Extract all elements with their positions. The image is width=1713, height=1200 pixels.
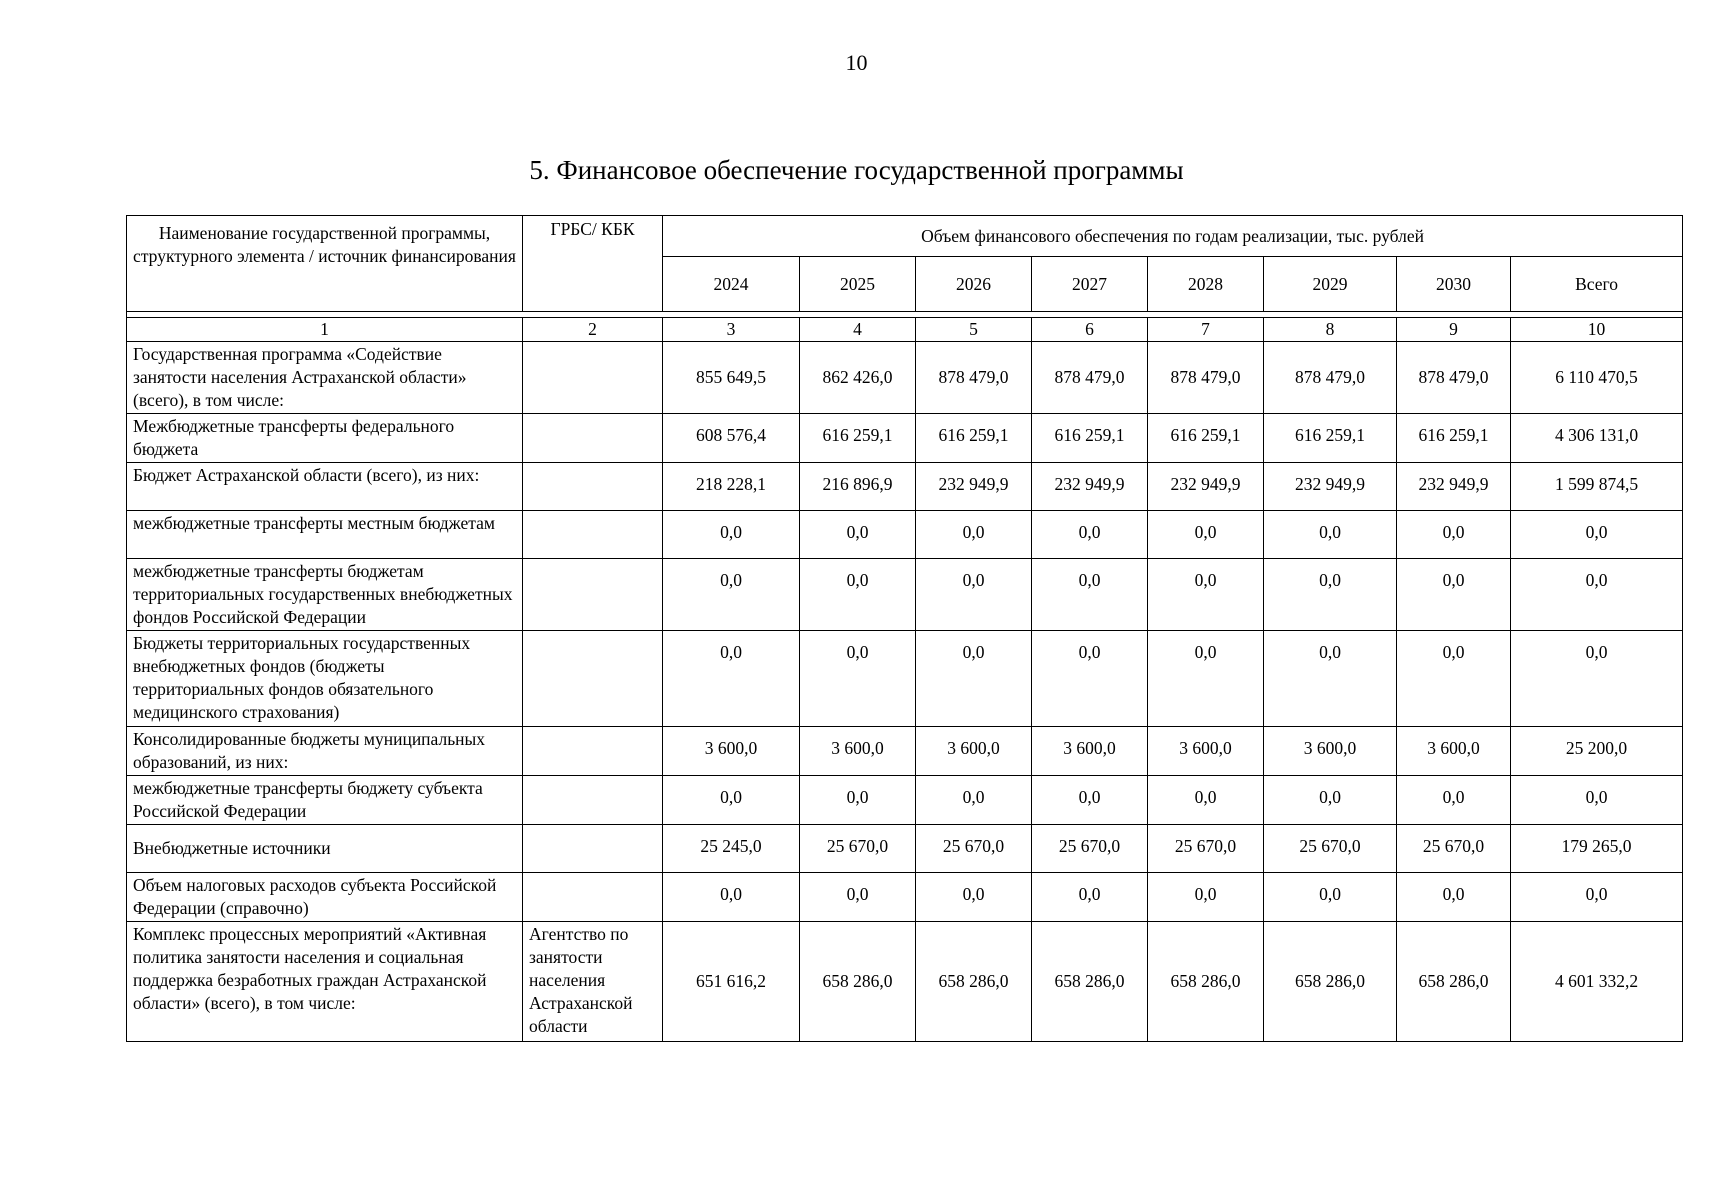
row-year-value: 218 228,1 <box>663 463 800 511</box>
table-row <box>127 825 1683 873</box>
header-year: 2030 <box>1397 257 1511 312</box>
row-year-value: 0,0 <box>1397 873 1511 922</box>
column-number: 9 <box>1397 318 1511 342</box>
row-total-value: 0,0 <box>1511 631 1683 727</box>
row-year-value: 608 576,4 <box>663 414 800 463</box>
row-year-value: 878 479,0 <box>1148 342 1264 414</box>
table-row <box>127 414 1683 463</box>
row-grbs <box>523 559 663 631</box>
table-row <box>127 342 1683 414</box>
row-year-value: 0,0 <box>800 873 916 922</box>
row-year-value: 25 670,0 <box>1264 825 1397 873</box>
row-total-value: 4 306 131,0 <box>1511 414 1683 463</box>
row-year-value: 0,0 <box>1032 776 1148 825</box>
row-name: Объем налоговых расходов субъекта Российской Федерации (справочно) <box>127 873 523 922</box>
header-year: 2027 <box>1032 257 1148 312</box>
row-grbs: Агентство по занятости населения Астраханской области <box>523 922 663 1042</box>
row-year-value: 658 286,0 <box>800 922 916 1042</box>
row-year-value: 0,0 <box>1032 559 1148 631</box>
row-name: Бюджеты территориальных государственных внебюджетных фондов (бюджеты территориальных фондов обязательного медицинского страхования) <box>127 631 523 727</box>
row-year-value: 3 600,0 <box>1148 727 1264 776</box>
header-year: 2026 <box>916 257 1032 312</box>
row-year-value: 0,0 <box>916 631 1032 727</box>
row-year-value: 0,0 <box>1148 776 1264 825</box>
table-row <box>127 727 1683 776</box>
row-year-value: 0,0 <box>1148 631 1264 727</box>
row-year-value: 232 949,9 <box>1032 463 1148 511</box>
row-year-value: 878 479,0 <box>916 342 1032 414</box>
header-year: 2025 <box>800 257 916 312</box>
row-year-value: 651 616,2 <box>663 922 800 1042</box>
row-year-value: 0,0 <box>663 631 800 727</box>
row-year-value: 0,0 <box>1264 776 1397 825</box>
row-year-value: 658 286,0 <box>916 922 1032 1042</box>
row-year-value: 0,0 <box>1148 511 1264 559</box>
row-year-value: 616 259,1 <box>1032 414 1148 463</box>
row-year-value: 0,0 <box>1264 559 1397 631</box>
row-year-value: 0,0 <box>1397 559 1511 631</box>
row-year-value: 3 600,0 <box>800 727 916 776</box>
row-year-value: 0,0 <box>800 559 916 631</box>
row-year-value: 0,0 <box>916 776 1032 825</box>
row-grbs <box>523 727 663 776</box>
row-total-value: 6 110 470,5 <box>1511 342 1683 414</box>
row-year-value: 878 479,0 <box>1032 342 1148 414</box>
row-year-value: 25 670,0 <box>916 825 1032 873</box>
row-year-value: 25 670,0 <box>1148 825 1264 873</box>
column-number-row <box>127 318 1683 342</box>
row-name: Внебюджетные источники <box>127 825 523 873</box>
row-year-value: 232 949,9 <box>1264 463 1397 511</box>
row-grbs <box>523 414 663 463</box>
row-year-value: 616 259,1 <box>800 414 916 463</box>
row-year-value: 232 949,9 <box>916 463 1032 511</box>
column-number: 6 <box>1032 318 1148 342</box>
row-grbs <box>523 631 663 727</box>
row-year-value: 658 286,0 <box>1264 922 1397 1042</box>
row-year-value: 0,0 <box>1148 873 1264 922</box>
column-number: 5 <box>916 318 1032 342</box>
row-year-value: 0,0 <box>800 631 916 727</box>
row-grbs <box>523 776 663 825</box>
row-total-value: 179 265,0 <box>1511 825 1683 873</box>
header-total: Всего <box>1511 257 1683 312</box>
row-year-value: 0,0 <box>916 873 1032 922</box>
row-year-value: 3 600,0 <box>1397 727 1511 776</box>
row-grbs <box>523 342 663 414</box>
row-name: Межбюджетные трансферты федерального бюджета <box>127 414 523 463</box>
row-total-value: 0,0 <box>1511 776 1683 825</box>
row-total-value: 0,0 <box>1511 511 1683 559</box>
row-year-value: 878 479,0 <box>1397 342 1511 414</box>
row-total-value: 4 601 332,2 <box>1511 922 1683 1042</box>
row-total-value: 25 200,0 <box>1511 727 1683 776</box>
table-row <box>127 631 1683 727</box>
row-year-value: 232 949,9 <box>1397 463 1511 511</box>
row-year-value: 0,0 <box>1032 631 1148 727</box>
table-row <box>127 776 1683 825</box>
row-year-value: 616 259,1 <box>1397 414 1511 463</box>
row-year-value: 25 670,0 <box>800 825 916 873</box>
row-year-value: 0,0 <box>800 511 916 559</box>
column-number: 10 <box>1511 318 1683 342</box>
row-year-value: 0,0 <box>663 776 800 825</box>
column-number: 1 <box>127 318 523 342</box>
row-year-value: 216 896,9 <box>800 463 916 511</box>
row-year-value: 658 286,0 <box>1148 922 1264 1042</box>
row-year-value: 0,0 <box>800 776 916 825</box>
row-name: Консолидированные бюджеты муниципальных образований, из них: <box>127 727 523 776</box>
column-number: 7 <box>1148 318 1264 342</box>
column-number: 2 <box>523 318 663 342</box>
row-name: межбюджетные трансферты бюджетам территориальных государственных внебюджетных фондов Российской Федерации <box>127 559 523 631</box>
header-year: 2024 <box>663 257 800 312</box>
row-year-value: 0,0 <box>1264 511 1397 559</box>
row-grbs <box>523 463 663 511</box>
row-year-value: 0,0 <box>1264 631 1397 727</box>
row-total-value: 1 599 874,5 <box>1511 463 1683 511</box>
column-number: 3 <box>663 318 800 342</box>
row-total-value: 0,0 <box>1511 559 1683 631</box>
row-year-value: 3 600,0 <box>1264 727 1397 776</box>
row-year-value: 0,0 <box>916 511 1032 559</box>
row-year-value: 862 426,0 <box>800 342 916 414</box>
table-row <box>127 873 1683 922</box>
header-group: Объем финансового обеспечения по годам реализации, тыс. рублей <box>663 216 1683 257</box>
row-year-value: 25 670,0 <box>1032 825 1148 873</box>
row-name: межбюджетные трансферты бюджету субъекта Российской Федерации <box>127 776 523 825</box>
column-number: 4 <box>800 318 916 342</box>
row-grbs <box>523 511 663 559</box>
table-row <box>127 511 1683 559</box>
row-year-value: 0,0 <box>1397 631 1511 727</box>
header-name-column: Наименование государственной программы, структурного элемента / источник финансирования <box>127 216 523 312</box>
row-year-value: 232 949,9 <box>1148 463 1264 511</box>
row-year-value: 0,0 <box>1397 776 1511 825</box>
row-year-value: 0,0 <box>1032 511 1148 559</box>
row-year-value: 3 600,0 <box>663 727 800 776</box>
page-number: 10 <box>845 50 868 75</box>
row-year-value: 616 259,1 <box>1264 414 1397 463</box>
row-year-value: 658 286,0 <box>1032 922 1148 1042</box>
table-row <box>127 463 1683 511</box>
header-year: 2029 <box>1264 257 1397 312</box>
table-row <box>127 559 1683 631</box>
row-grbs <box>523 825 663 873</box>
row-year-value: 616 259,1 <box>916 414 1032 463</box>
row-total-value: 0,0 <box>1511 873 1683 922</box>
row-year-value: 0,0 <box>1032 873 1148 922</box>
page-title: 5. Финансовое обеспечение государственной программы <box>529 155 1184 185</box>
row-year-value: 878 479,0 <box>1264 342 1397 414</box>
row-year-value: 0,0 <box>1397 511 1511 559</box>
row-year-value: 3 600,0 <box>916 727 1032 776</box>
row-year-value: 3 600,0 <box>1032 727 1148 776</box>
table-row <box>127 922 1683 1042</box>
column-number: 8 <box>1264 318 1397 342</box>
row-name: межбюджетные трансферты местным бюджетам <box>127 511 523 559</box>
row-year-value: 658 286,0 <box>1397 922 1511 1042</box>
row-year-value: 616 259,1 <box>1148 414 1264 463</box>
row-year-value: 0,0 <box>1264 873 1397 922</box>
table-header <box>127 216 1683 312</box>
row-name: Государственная программа «Содействие занятости населения Астраханской области» (всего), в том числе: <box>127 342 523 414</box>
row-year-value: 0,0 <box>1148 559 1264 631</box>
row-year-value: 0,0 <box>663 559 800 631</box>
row-year-value: 0,0 <box>663 511 800 559</box>
row-year-value: 855 649,5 <box>663 342 800 414</box>
row-grbs <box>523 873 663 922</box>
table-body <box>127 312 1683 1042</box>
row-name: Бюджет Астраханской области (всего), из них: <box>127 463 523 511</box>
row-year-value: 0,0 <box>663 873 800 922</box>
financing-table <box>126 215 1683 1042</box>
header-grbs-column: ГРБС/ КБК <box>523 216 663 312</box>
header-year: 2028 <box>1148 257 1264 312</box>
row-year-value: 0,0 <box>916 559 1032 631</box>
row-year-value: 25 670,0 <box>1397 825 1511 873</box>
row-name: Комплекс процессных мероприятий «Активная политика занятости населения и социальная поддержка безработных граждан Астраханской области» (всего), в том числе: <box>127 922 523 1042</box>
row-year-value: 25 245,0 <box>663 825 800 873</box>
